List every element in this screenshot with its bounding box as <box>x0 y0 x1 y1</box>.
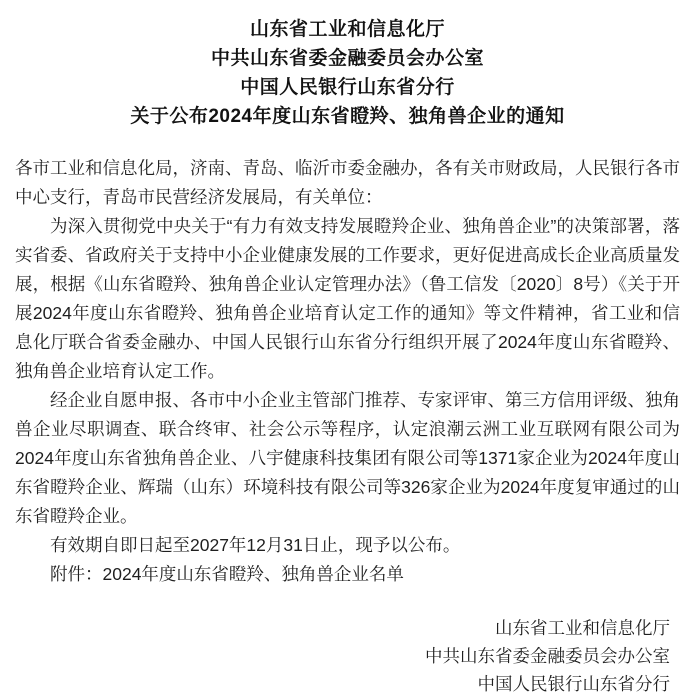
document-body <box>15 154 680 589</box>
validity-paragraph: 有效期自即日起至2027年12月31日止，现予以公布。 <box>50 535 461 555</box>
issuer-line-2: 中共山东省委金融委员会办公室 <box>210 48 484 69</box>
signature-block <box>15 614 680 698</box>
notice-title: 关于公布2024年度山东省瞪羚、独角兽企业的通知 <box>130 106 565 127</box>
document-title-block <box>15 15 680 131</box>
signature-line-2: 中共山东省委金融委员会办公室 <box>425 646 670 666</box>
issuer-line-1: 山东省工业和信息化厅 <box>249 19 445 40</box>
signature-line-1: 山东省工业和信息化厅 <box>495 618 670 638</box>
recognition-result-paragraph: 经企业自愿申报、各市中小企业主管部门推荐、专家评审、第三方信用评级、独角兽企业尽职调查、联合终审、社会公示等程序，认定浪潮云洲工业互联网有限公司为2024年度山东省独角兽企业、八宇健康科技集团有限公司等1371家企业为2024年度山东省瞪羚企业、辉瑞（山东）环境科技有限公司等326家企业为2024年度复审通过的山东省瞪羚企业。 <box>15 390 680 526</box>
issuer-line-3: 中国人民银行山东省分行 <box>240 77 455 98</box>
attachment-line: 附件：2024年度山东省瞪羚、独角兽企业名单 <box>50 564 404 584</box>
policy-basis-paragraph: 为深入贯彻党中央关于“有力有效支持发展瞪羚企业、独角兽企业”的决策部署，落实省委、省政府关于支持中小企业健康发展的工作要求，更好促进高成长企业高质量发展，根据《山东省瞪羚、独角兽企业认定管理办法》（鲁工信发〔2020〕8号）《关于开展2024年度山东省瞪羚、独角兽企业培育认定工作的通知》等文件精神，省工业和信息化厅联合省委金融办、中国人民银行山东省分行组织开展了2024年度山东省瞪羚、独角兽企业培育认定工作。 <box>15 216 680 381</box>
signature-line-3: 中国人民银行山东省分行 <box>477 674 670 694</box>
addressee-paragraph: 各市工业和信息化局，济南、青岛、临沂市委金融办，各有关市财政局，人民银行各市中心支行，青岛市民营经济发展局，有关单位： <box>15 158 680 207</box>
